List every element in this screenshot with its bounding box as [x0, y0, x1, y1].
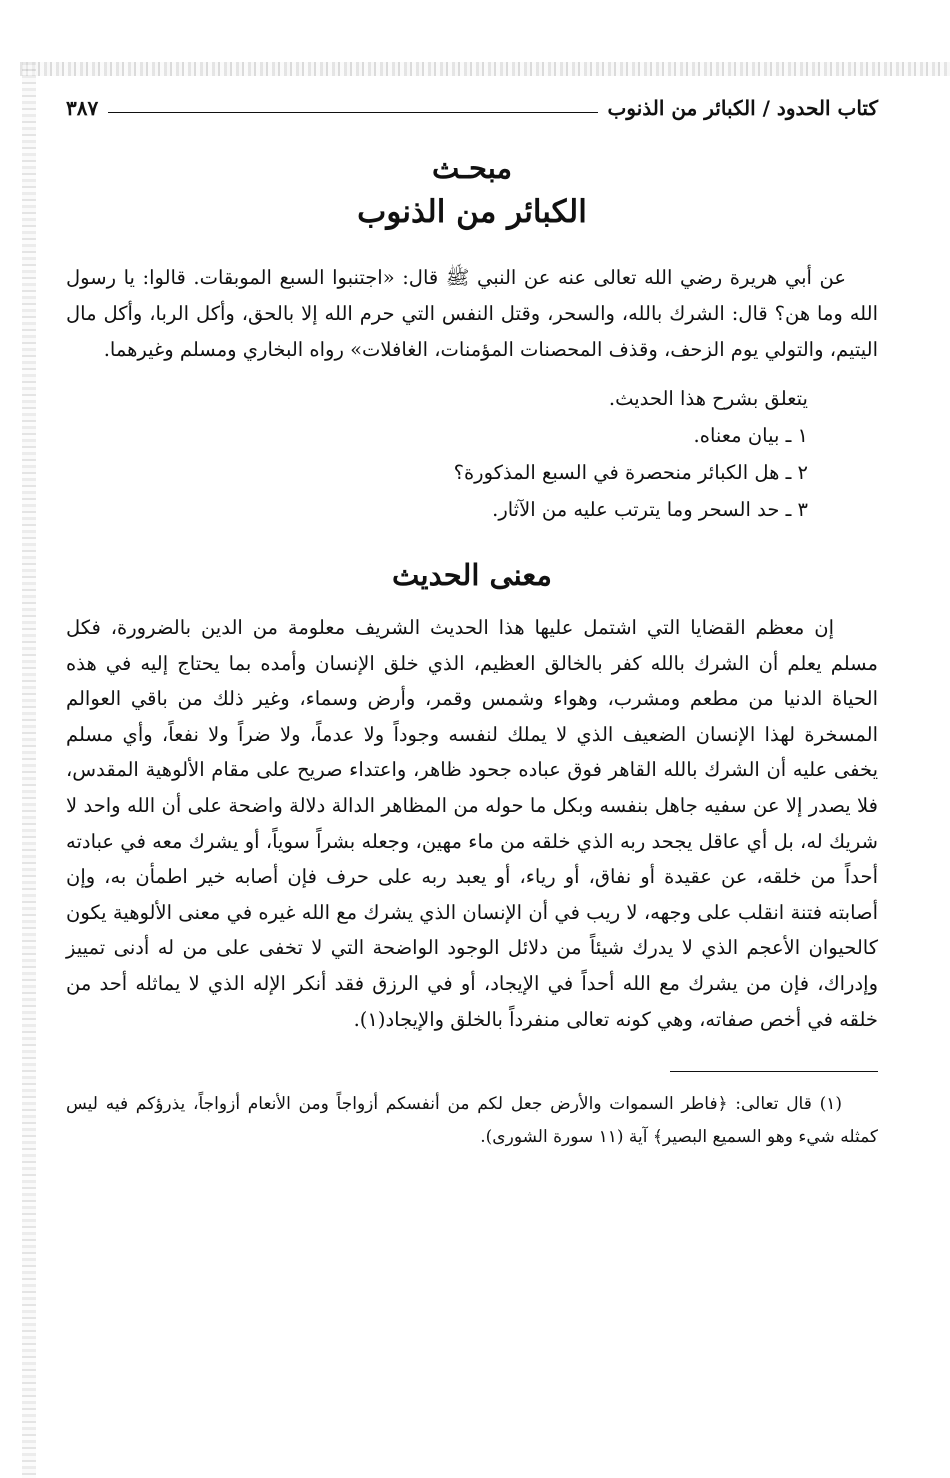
topic-item: ٣ ـ حد السحر وما يترتب عليه من الآثار. [492, 498, 808, 521]
chapter-title: الكبائر من الذنوب [357, 194, 587, 230]
chapter-label: مبحـث [432, 151, 512, 185]
scan-edge-top [20, 62, 950, 76]
footnote-rule [670, 1071, 878, 1072]
running-header [66, 88, 878, 128]
header-rule [108, 112, 597, 113]
topic-item: ١ ـ بيان معناه. [693, 424, 808, 447]
scan-edge-left [22, 62, 36, 1478]
footnote: (١) قال تعالى: ﴿فاطر السموات والأرض جعل لكم من أنفسكم أزواجاً ومن الأنعام أزواجاً، يذرؤكم فيه ليس كمثله شيء وهو السميع البصير﴾ آية (١١ سورة الشورى). [66, 1094, 878, 1148]
hadith-text: عن أبي هريرة رضي الله تعالى عنه عن النبي ﷺ قال: «اجتنبوا السبع الموبقات. قالوا: يا رسول الله وما هن؟ قال: الشرك بالله، والسحر، وقتل النفس التي حرم الله إلا بالحق، وأكل الربا، وأكل مال اليتيم، والتولي يوم الزحف، وقذف المحصنات المؤمنات، الغافلات» رواه البخاري ومسلم وغيرهما. [66, 266, 878, 361]
topics-intro: يتعلق بشرح هذا الحديث. [608, 387, 808, 410]
running-title: كتاب الحدود / الكبائر من الذنوب [607, 96, 878, 120]
book-page [66, 88, 878, 1154]
topics-list [66, 380, 878, 528]
page-number: ٣٨٧ [66, 96, 99, 120]
body-paragraph: إن معظم القضايا التي اشتمل عليها هذا الحديث الشريف معلومة من الدين بالضرورة، فكل مسلم يعلم أن الشرك بالله كفر بالخالق العظيم، الذي خلق الإنسان وأمده بما يحتاج إليه في هذه الحياة الدنيا من مطعم ومشرب، وهواء وشمس وقمر، وأرض وسماء، وغير ذلك من باقي العوالم المسخرة لهذا الإنسان الضعيف الذي لا يملك لنفسه وجوداً ولا عدماً، ولا ضراً ولا نفعاً، وأي مسلم يخفى عليه أن الشرك بالله القاهر فوق عباده جحود ظاهر، واعتداء صريح على مقام الألوهية المقدس، فلا يصدر إلا عن سفيه جاهل بنفسه وبكل ما حوله من المظاهر الدالة دلالة واضحة على أن الله واحد لا شريك له، بل أي عاقل يجحد ربه الذي خلقه من ماء مهين، وجعله بشراً سوياً، أو يشرك معه في عبادته أحداً من خلقه، عن عقيدة أو نفاق، أو رياء، أو يعبد ربه على حرف فإن أصابه خير اطمأن به، وإن أصابته فتنة انقلب على وجهه، لا ريب في أن الإنسان الذي يشرك مع الله غيره في معنى الألوهية يكون كالحيوان الأعجم الذي لا يدرك شيئاً من دلائل الوجود الواضحة التي لا تخفى على من له أدنى تمييز وإدراك، فإن من يشرك مع الله أحداً في الإيجاد، أو في الرزق فقد أنكر الإله الذي لا يماثله أحد من خلقه في أخص صفاته، وهي كونه تعالى منفرداً بالخلق والإيجاد(١). [66, 616, 878, 1031]
section-heading: معنى الحديث [392, 558, 552, 592]
topic-item: ٢ ـ هل الكبائر منحصرة في السبع المذكورة؟ [453, 461, 808, 484]
